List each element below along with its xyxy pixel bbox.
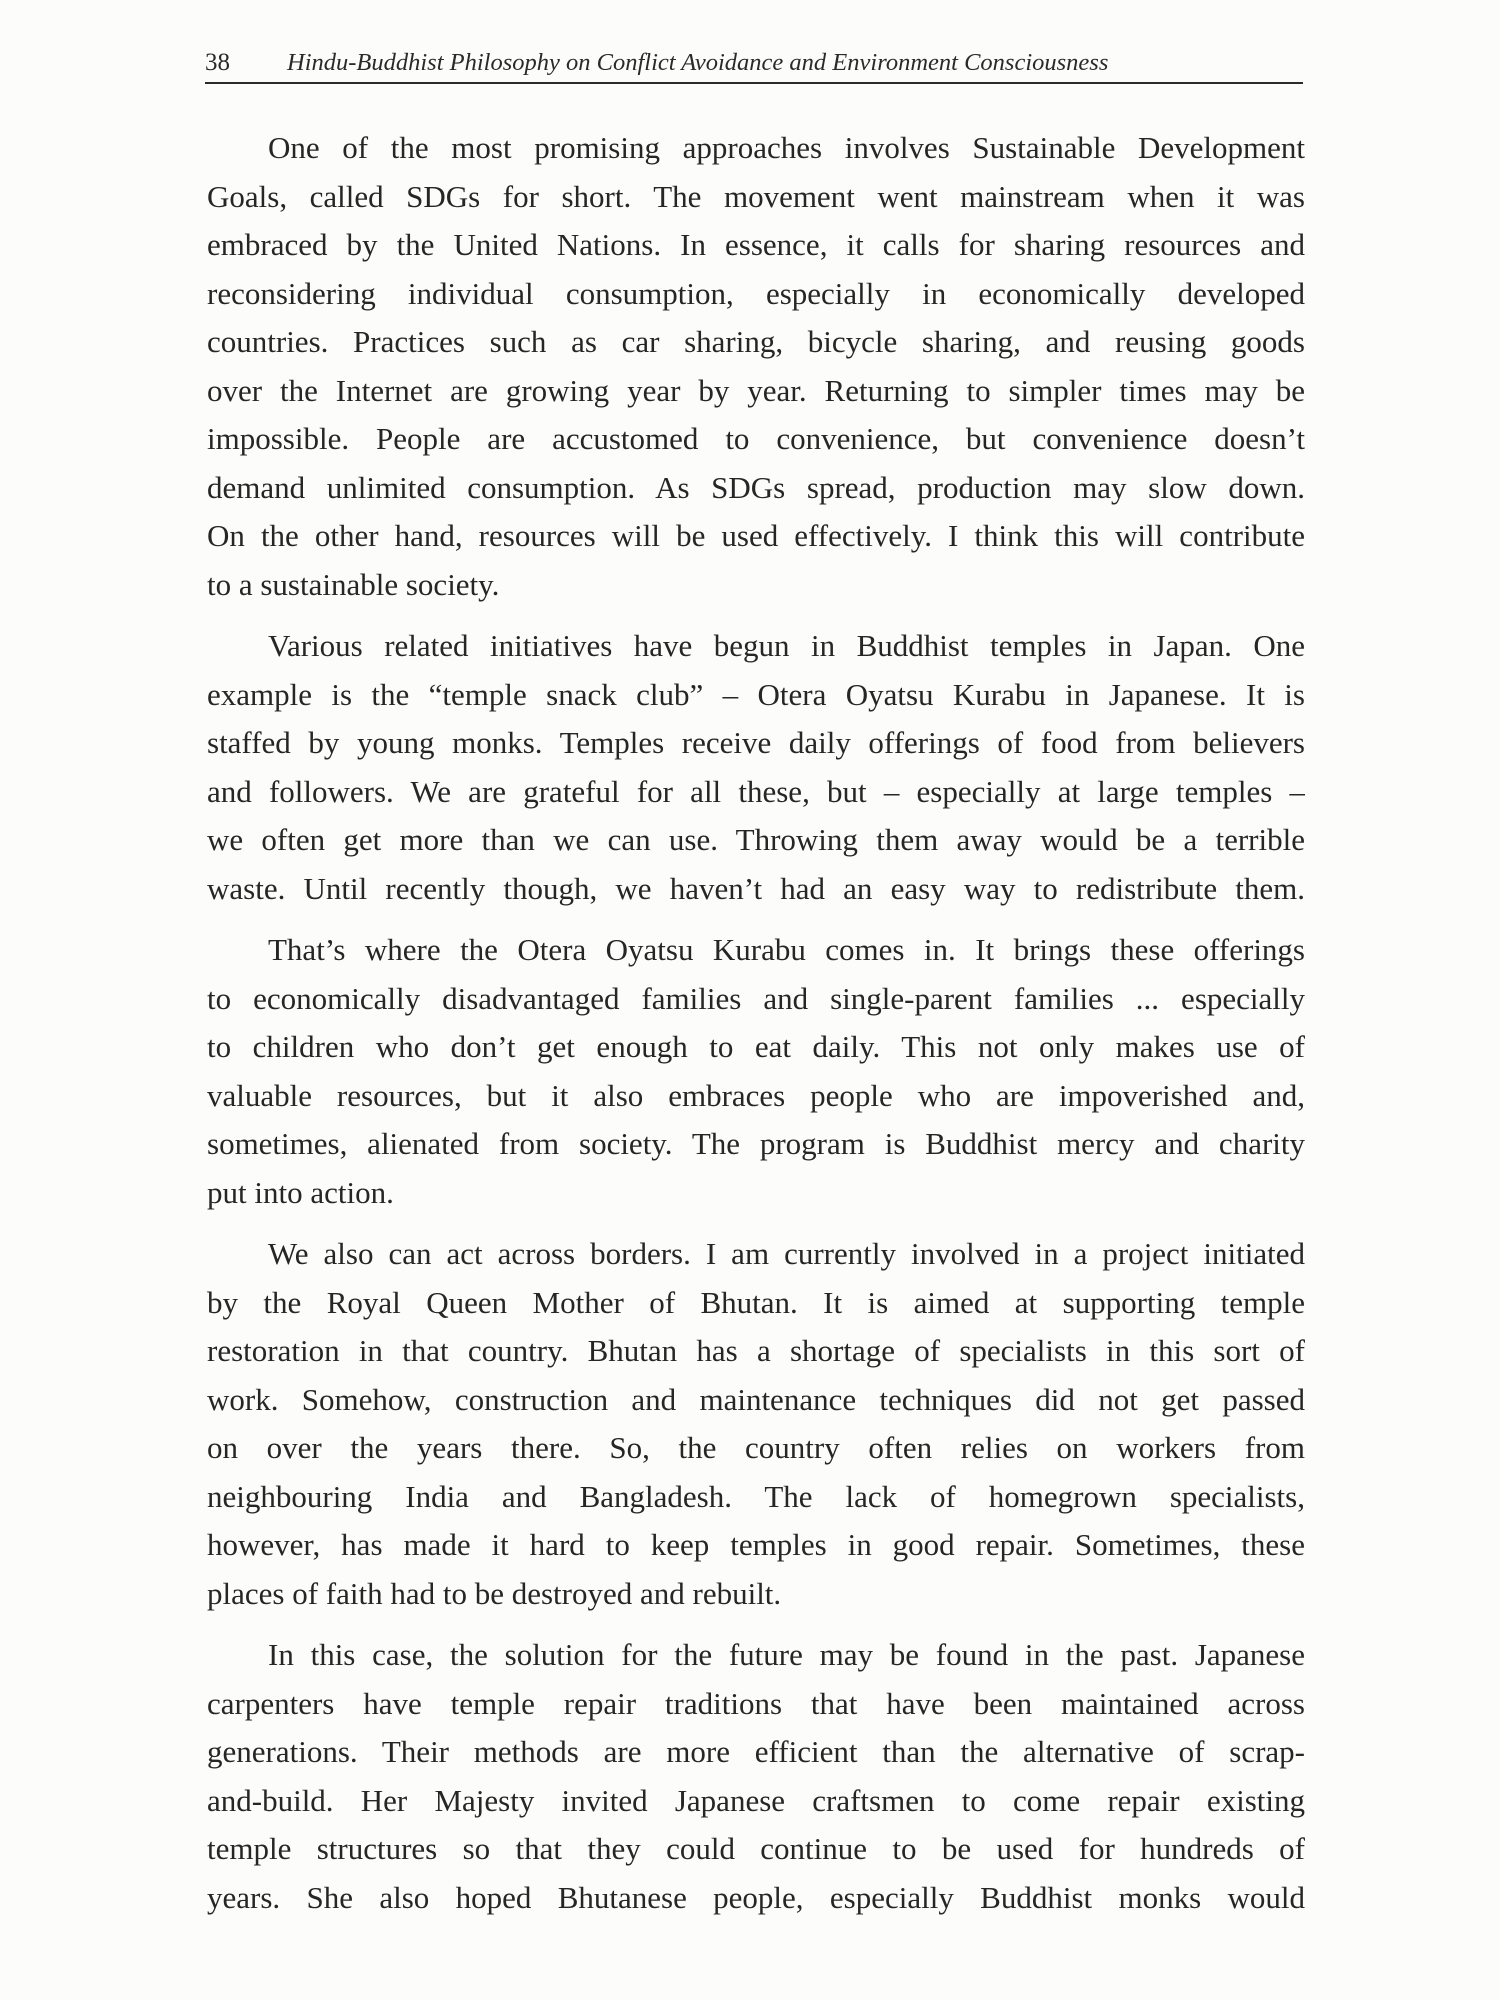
paragraph-bhutan (207, 1230, 1305, 1618)
text-line: temple structures so that they could continue to be used for hundreds of (207, 1831, 1305, 1866)
text-line: years. She also hoped Bhutanese people, especially Buddhist monks would (207, 1879, 1305, 1915)
text-line: One of the most promising approaches involves Sustainable Development (268, 130, 1305, 165)
text-line: generations. Their methods are more efficient than the alternative of scrap- (207, 1734, 1305, 1769)
text-line: Goals, called SDGs for short. The movement went mainstream when it was (207, 178, 1305, 214)
text-line: carpenters have temple repair traditions that have been maintained across (207, 1685, 1305, 1721)
text-line: In this case, the solution for the future may be found in the past. Japanese (268, 1637, 1305, 1672)
text-line: impossible. People are accustomed to convenience, but convenience doesn’t (207, 421, 1305, 456)
text-line: on over the years there. So, the country often relies on workers from (207, 1430, 1305, 1465)
text-line: On the other hand, resources will be used effectively. I think this will contribute (207, 518, 1305, 553)
text-line: put into action. (207, 1174, 394, 1210)
text-line: over the Internet are growing year by year. Returning to simpler times may be (207, 372, 1305, 408)
text-line: demand unlimited consumption. As SDGs spread, production may slow down. (207, 469, 1305, 505)
text-line: waste. Until recently though, we haven’t had an easy way to redistribute them. (207, 870, 1305, 906)
text-line: We also can act across borders. I am currently involved in a project initiated (268, 1236, 1305, 1271)
text-line: example is the “temple snack club” – Otera Oyatsu Kurabu in Japanese. It is (207, 676, 1305, 712)
text-line: sometimes, alienated from society. The program is Buddhist mercy and charity (207, 1126, 1305, 1161)
running-title: Hindu-Buddhist Philosophy on Conflict Avoidance and Environment Consciousness (287, 49, 1109, 76)
text-line: we often get more than we can use. Throwing them away would be a terrible (207, 822, 1305, 857)
text-line: restoration in that country. Bhutan has a shortage of specialists in this sort of (207, 1333, 1305, 1368)
text-line: to children who don’t get enough to eat daily. This not only makes use of (207, 1029, 1305, 1064)
text-line: That’s where the Otera Oyatsu Kurabu comes in. It brings these offerings (268, 932, 1305, 967)
text-line: by the Royal Queen Mother of Bhutan. It is aimed at supporting temple (207, 1284, 1305, 1320)
text-line: staffed by young monks. Temples receive daily offerings of food from believers (207, 725, 1305, 760)
text-line: Various related initiatives have begun in Buddhist temples in Japan. One (268, 628, 1305, 663)
text-line: to economically disadvantaged families and single-parent families ... especially (207, 980, 1305, 1016)
paragraph-japanese-carpenters (207, 1631, 1305, 1922)
text-line: places of faith had to be destroyed and rebuilt. (207, 1575, 782, 1611)
paragraph-temple-snack-club (207, 622, 1305, 913)
text-line: valuable resources, but it also embraces people who are impoverished and, (207, 1077, 1305, 1113)
text-line: reconsidering individual consumption, especially in economically developed (207, 275, 1305, 311)
text-line: embraced by the United Nations. In essence, it calls for sharing resources and (207, 227, 1305, 262)
text-line: and-build. Her Majesty invited Japanese craftsmen to come repair existing (207, 1782, 1305, 1818)
paragraph-otera-oyatsu-kurabu (207, 926, 1305, 1217)
paragraph-sdgs (207, 124, 1305, 609)
text-line: to a sustainable society. (207, 566, 500, 602)
text-line: work. Somehow, construction and maintenance techniques did not get passed (207, 1381, 1305, 1417)
text-line: however, has made it hard to keep temples in good repair. Sometimes, these (207, 1527, 1305, 1562)
page-number: 38 (205, 49, 230, 76)
page-header (205, 48, 1303, 84)
text-line: and followers. We are grateful for all these, but – especially at large temples – (207, 773, 1305, 809)
text-line: neighbouring India and Bangladesh. The lack of homegrown specialists, (207, 1478, 1305, 1514)
body-text (207, 124, 1305, 1935)
text-line: countries. Practices such as car sharing, bicycle sharing, and reusing goods (207, 324, 1305, 359)
